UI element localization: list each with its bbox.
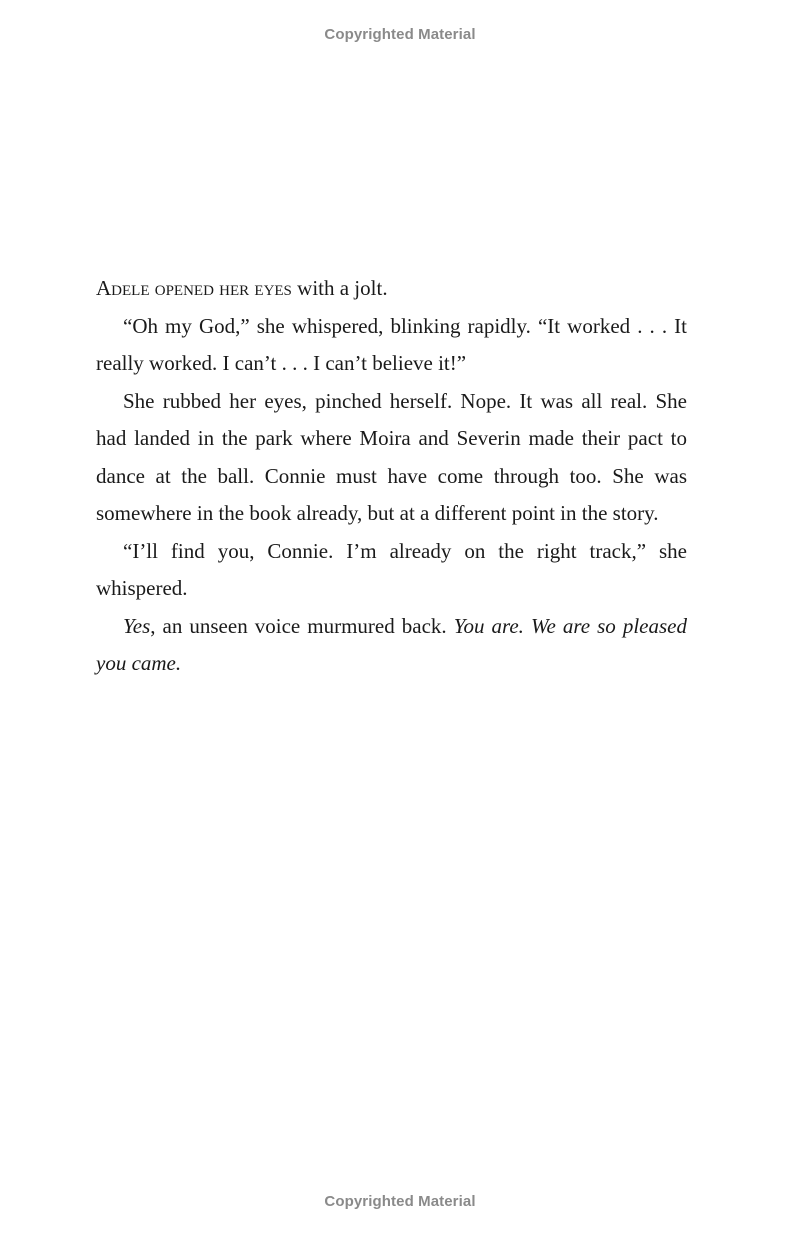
paragraph-opening bbox=[96, 270, 687, 308]
copyright-watermark-top: Copyrighted Material bbox=[324, 26, 476, 43]
opening-smallcaps: Adele opened her eyes bbox=[96, 276, 292, 300]
copyright-watermark-bottom: Copyrighted Material bbox=[324, 1193, 476, 1210]
book-page-text bbox=[96, 270, 687, 683]
paragraph-5-middle: , an unseen voice murmured back. bbox=[150, 613, 454, 638]
paragraph-4: “I’ll find you, Connie. I’m already on the right track,” she whispered. bbox=[96, 538, 687, 600]
italic-voice: You are. We are so pleased you came. bbox=[96, 613, 687, 675]
paragraph-3: She rubbed her eyes, pinched herself. Nope. It was all real. She had landed in the park where Moira and Severin made their pact to dance at the ball. Connie must have come through too. She was somewhere in the book already, but at a different point in the story. bbox=[96, 388, 687, 525]
italic-yes: Yes bbox=[123, 613, 151, 638]
paragraph-5 bbox=[96, 608, 687, 683]
opening-rest: with a jolt. bbox=[291, 276, 388, 300]
paragraph-2: “Oh my God,” she whispered, blinking rapidly. “It worked . . . It really worked. I can’t . . . I can’t believe it!” bbox=[96, 313, 687, 375]
